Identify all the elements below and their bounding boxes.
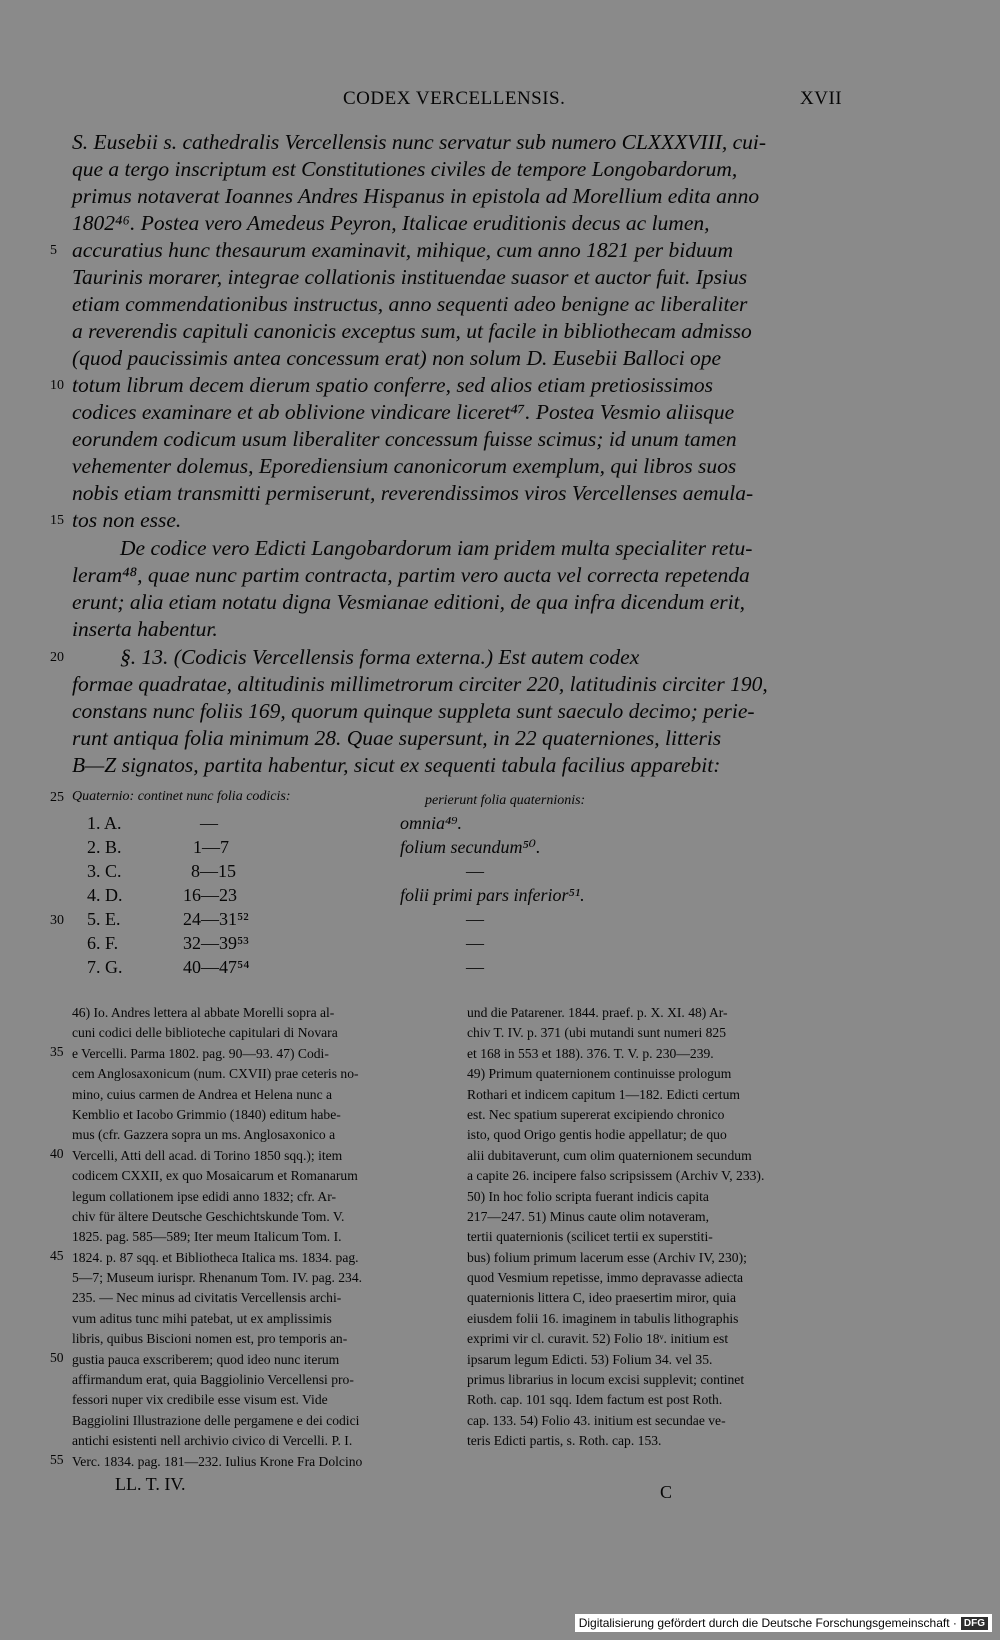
volume-signature: LL. T. IV. <box>115 1474 186 1494</box>
section-heading: §. 13. (Codicis Vercellensis forma externa.) Est autem codex <box>120 645 640 669</box>
text-line: nobis etiam transmitti permiserunt, reverendissimos viros Vercellenses aemula- <box>72 481 754 505</box>
text-line: vehementer dolemus, Eporediensium canonicorum exemplum, qui libros suos <box>72 454 737 478</box>
text-line: a reverendis capituli canonicis exceptus sum, ut facile in bibliothecam admisso <box>72 319 752 343</box>
page-number: XVII <box>800 88 843 109</box>
text-line: formae quadratae, altitudinis millimetrorum circiter 220, latitudinis circiter 190, <box>72 672 768 696</box>
footnotes-right-column: und die Patarener. 1844. praef. p. X. XI. 48) Ar- chiv T. IV. p. 371 (ubi mutandi sunt numeri 825 et 168 in 553 et 188). 376. T. V. p. 230—239. 49) Primum quaternionem continuisse prologum Rothari et indicem capitum 1—182. Edicti certum est. Nec spatium supererat excipiendo chronico isto, quod Origo gentis hodie appellatur; de quo alii dubitaverunt, cum olim quaternionem secundum a capite 26. incipere falso scripsissem (Archiv V, 233). 50) In hoc folio scripta fuerant indicis capita 217—247. 51) Minus caute olim notaveram, tertii quaternionis (scilicet tertii ex superstiti- bus) folium primum lacerum esse (Archiv IV, 230); quod Vesmium repetisse, immo depravasse adiecta quaternionis littera C, ideo praesertim miror, quia eiusdem folii 16. imaginem in tabulis lithographis exprimi vir cl. curavit. 52) Folio 18ᵛ. initium est ipsarum legum Edicti. 53) Folium 34. vel 35. primus librarius in locum excisi supplevit; continet Roth. cap. 101 sqq. Idem factum est post Roth. cap. 133. 54) Folio 43. initium est secundae ve- teris Edicti partis, s. Roth. cap. 153. <box>467 1005 765 1449</box>
text-line: constans nunc foliis 169, quorum quinque suppleta sunt saeculo decimo; perie- <box>72 699 755 723</box>
text-line: leram⁴⁸, quae nunc partim contracta, partim vero aucta vel correcta repetenda <box>72 563 750 587</box>
line-number: 25 <box>50 790 64 805</box>
text-line: runt antiqua folia minimum 28. Quae supersunt, in 22 quaterniones, litteris <box>72 726 722 750</box>
text-line: codices examinare et ab oblivione vindicare liceret⁴⁷. Postea Vesmio aliisque <box>72 400 735 424</box>
text-line: S. Eusebii s. cathedralis Vercellensis nunc servatur sub numero CLXXXVIII, cui- <box>72 130 767 154</box>
text-line: inserta habentur. <box>72 617 218 641</box>
text-line: primus notaverat Ioannes Andres Hispanus in epistola ad Morellium edita anno <box>72 184 760 208</box>
gathering-signature: C <box>660 1482 673 1502</box>
funding-text: Digitalisierung gefördert durch die Deutsche Forschungsgemeinschaft · <box>578 1616 957 1630</box>
line-number: 50 <box>50 1350 64 1365</box>
text-line: etiam commendationibus instructus, anno sequenti adeo benigne ac liberaliter <box>72 292 748 316</box>
text-line: eorundem codicum usum liberaliter concessum fuisse scimus; id unum tamen <box>72 427 737 451</box>
text-line: B—Z signatos, partita habentur, sicut ex sequenti tabula facilius apparebit: <box>72 753 721 777</box>
line-number: 35 <box>50 1044 64 1059</box>
text-line: erunt; alia etiam notatu digna Vesmianae editioni, de qua infra dicendum erit, <box>72 590 745 614</box>
table-header-left: Quaternio: continet nunc folia codicis: <box>72 789 291 804</box>
text-line: tos non esse. <box>72 508 182 532</box>
line-number: 40 <box>50 1146 64 1161</box>
text-line: accuratius hunc thesaurum examinavit, mihique, cum anno 1821 per biduum <box>72 238 734 262</box>
line-number: 5 <box>50 243 57 258</box>
line-number: 20 <box>50 650 64 665</box>
line-number: 30 <box>50 913 64 928</box>
footnotes-left-column: 46) Io. Andres lettera al abbate Morelli sopra al- cuni codici delle biblioteche capitulari di Novara e Vercelli. Parma 1802. pag. 90—93. 47) Codi- cem Anglosaxonicum (num. CXVII) prae ceteris no- mino, cuius carmen de Andrea et Helena nunc a Kemblio et Iacobo Grimmio (1840) editum habe- mus (cfr. Gazzera sopra un ms. Anglosaxonico a Vercelli, Atti dell acad. di Torino 1850 sqq.); item codicem CXXII, ex quo Mosaicarum et Romanarum legum collationem ipse edidi anno 1832; cfr. Ar- chiv für ältere Deutsche Geschichtskunde Tom. V. 1825. pag. 585—589; Iter meum Italicum Tom. I. 1824. p. 87 sqq. et Bibliotheca Italica ms. 1834. pag. 5—7; Museum iurispr. Rhenanum Tom. IV. pag. 234. 235. — Nec minus ad civitatis Vercellensis archi- vum aditus tunc mihi patebat, ut ex amplissimis libris, quibus Biscioni nomen est, pro temporis an- gustia pauca exscriberem; quod ideo nunc iterum affirmandum erat, quia Baggiolinio Vercellensi pro- fessori nuper vix credibile esse visum est. Vide Baggiolini Illustrazione delle pergamene e dei codici antichi esistenti nell archivio civico di Vercelli. P. I. Verc. 1834. pag. 181—232. Iulius Krone Fra Dolcino <box>72 1005 363 1469</box>
dfg-logo-icon: DFG <box>961 1617 988 1630</box>
text-line: Taurinis morarer, integrae collationis instituendae suasor et auctor fuit. Ipsius <box>72 265 748 289</box>
text-line: De codice vero Edicti Langobardorum iam pridem multa specialiter retu- <box>120 536 753 560</box>
line-number: 45 <box>50 1248 64 1263</box>
funding-footer <box>575 1614 992 1632</box>
text-line: (quod paucissimis antea concessum erat) non solum D. Eusebii Balloci ope <box>72 346 722 370</box>
line-number: 15 <box>50 513 64 528</box>
text-line: 1802⁴⁶. Postea vero Amedeus Peyron, Italicae eruditionis decus ac lumen, <box>72 211 710 235</box>
table-header-right: perierunt folia quaternionis: <box>425 793 586 808</box>
line-number: 55 <box>50 1452 64 1467</box>
line-number: 10 <box>50 378 64 393</box>
text-line: totum librum decem dierum spatio conferre, sed alios etiam pretiosissimos <box>72 373 713 397</box>
running-title: CODEX VERCELLENSIS. <box>343 88 566 109</box>
text-line: que a tergo inscriptum est Constitutiones civiles de tempore Longobardorum, <box>72 157 738 181</box>
